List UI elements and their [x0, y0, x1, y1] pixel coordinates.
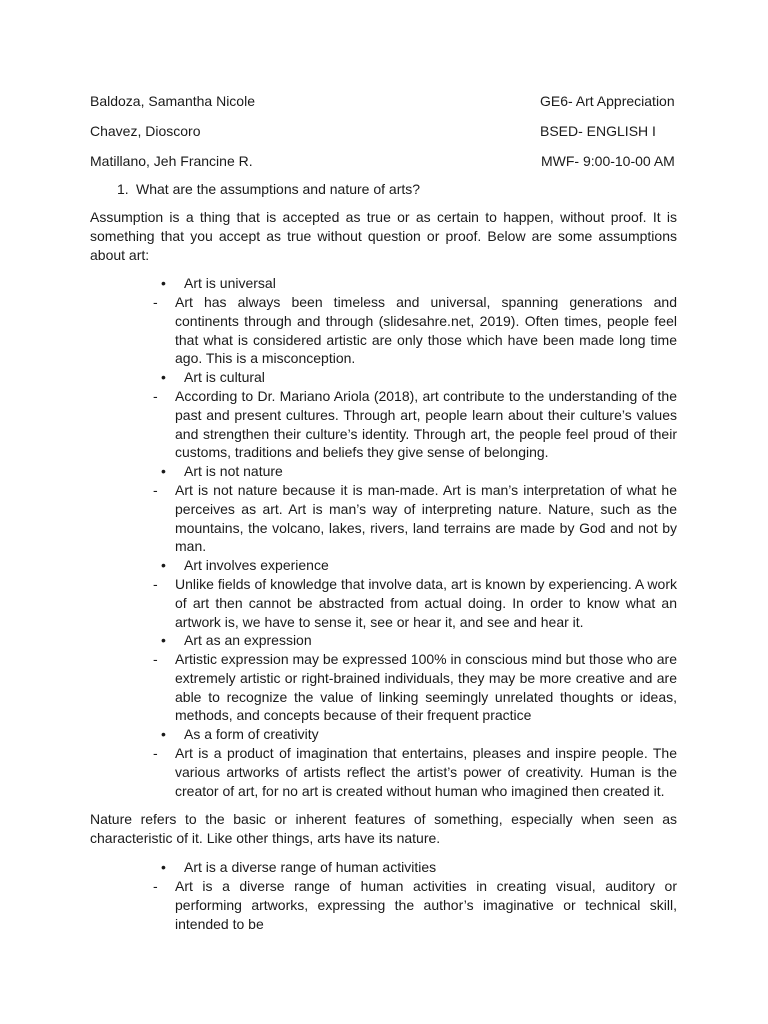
- assumption-intro-paragraph: Assumption is a thing that is accepted as true or as certain to happen, without proof. It is something that you accept as true without question or proof. Below are some assumptions about art:: [90, 209, 677, 263]
- question-text: What are the assumptions and nature of arts?: [136, 181, 421, 197]
- author-name-3: Matillano, Jeh Francine R.: [90, 153, 253, 169]
- assumption-text-universal: Art has always been timeless and universal, spanning generations and continents through and through (slidesahre.net, 2019). Often times, people feel that what is considered artistic are only those which have been made long time ago. This is a misconception.: [175, 294, 677, 367]
- assumption-text-experience: Unlike fields of knowledge that involve data, art is known by experiencing. A work of art then cannot be abstracted from actual doing. In order to know what an artwork is, we have to sense it, see or hear it, and see and hear it.: [175, 576, 677, 630]
- assumption-heading-universal: Art is universal: [184, 275, 276, 291]
- dash-marker: -: [153, 576, 158, 592]
- dash-marker: -: [153, 878, 158, 894]
- bullet-marker: •: [161, 275, 166, 291]
- nature-heading-diverse-range: Art is a diverse range of human activities: [184, 859, 437, 875]
- dash-marker: -: [153, 651, 158, 667]
- bullet-marker: •: [161, 726, 166, 742]
- assumption-heading-creativity: As a form of creativity: [184, 726, 319, 742]
- course-schedule: MWF- 9:00-10-00 AM: [541, 153, 675, 169]
- dash-marker: -: [153, 294, 158, 310]
- assumption-heading-cultural: Art is cultural: [184, 369, 265, 385]
- assumption-heading-experience: Art involves experience: [184, 557, 329, 573]
- question-number: 1.: [117, 181, 129, 197]
- assumption-heading-expression: Art as an expression: [184, 632, 312, 648]
- assumption-heading-not-nature: Art is not nature: [184, 463, 283, 479]
- course-subject: GE6- Art Appreciation: [540, 93, 675, 109]
- course-program: BSED- ENGLISH I: [540, 123, 656, 139]
- assumption-text-expression: Artistic expression may be expressed 100% in conscious mind but those who are extremely artistic or right-brained individuals, they may be more creative and are able to recognize the value of linking seemingly unrelated thoughts or ideas, methods, and concepts because of their frequent practice: [175, 651, 677, 724]
- assumption-text-creativity: Art is a product of imagination that entertains, pleases and inspire people. The various artworks of artists reflect the artist’s power of creativity. Human is the creator of art, for no art is created without human who imagined then created it.: [175, 745, 677, 799]
- bullet-marker: •: [161, 632, 166, 648]
- assumption-text-not-nature: Art is not nature because it is man-made. Art is man’s interpretation of what he perceives as art. Art is man’s way of interpreting nature. Nature, such as the mountains, the volcano, lakes, rivers, land terrains are made by God and not by man.: [175, 482, 677, 555]
- dash-marker: -: [153, 482, 158, 498]
- assumption-text-cultural: According to Dr. Mariano Ariola (2018), art contribute to the understanding of the past and present cultures. Through art, people learn about their culture’s values and strengthen their culture’s identity. Through art, the people feel proud of their customs, traditions and beliefs they give sense of belonging.: [175, 388, 677, 461]
- nature-intro-paragraph: Nature refers to the basic or inherent features of something, especially when seen as characteristic of it. Like other things, arts have its nature.: [90, 811, 677, 846]
- nature-text-diverse-range: Art is a diverse range of human activities in creating visual, auditory or performing artworks, expressing the author’s imaginative or technical skill, intended to be: [175, 878, 677, 932]
- bullet-marker: •: [161, 463, 166, 479]
- bullet-marker: •: [161, 369, 166, 385]
- bullet-marker: •: [161, 859, 166, 875]
- dash-marker: -: [153, 388, 158, 404]
- author-name-2: Chavez, Dioscoro: [90, 123, 201, 139]
- bullet-marker: •: [161, 557, 166, 573]
- dash-marker: -: [153, 745, 158, 761]
- author-name-1: Baldoza, Samantha Nicole: [90, 93, 255, 109]
